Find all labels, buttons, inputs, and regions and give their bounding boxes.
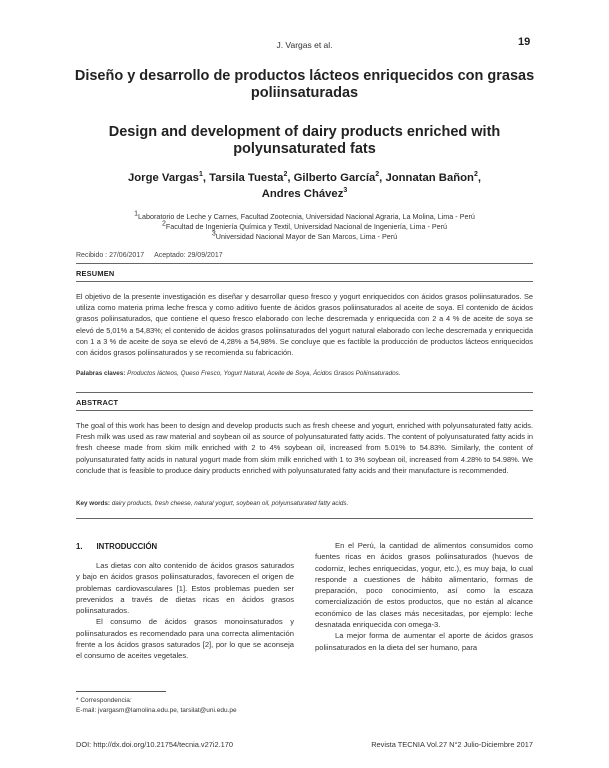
- author-list: [60, 170, 549, 202]
- divider: [76, 392, 533, 393]
- footnote-email[interactable]: E-mail: jvargasm@lamolina.edu.pe, tarsilat@uni.edu.pe: [76, 707, 237, 714]
- body-column-right: [315, 540, 533, 653]
- running-head: J. Vargas et al.: [276, 40, 333, 50]
- section-heading-introduction: [76, 542, 157, 551]
- article-dates: [76, 252, 223, 259]
- title-spanish: Diseño y desarrollo de productos lácteos enriquecidos con grasas poliinsaturadas: [74, 68, 535, 101]
- keywords-text: dairy products, fresh cheese, natural yogurt, soybean oil, polyunsaturated fatty acids.: [111, 500, 349, 507]
- abstract-keywords: [76, 499, 533, 508]
- resumen-text: El objetivo de la presente investigación es diseñar y desarrollar queso fresco y yogurt enriquecidos con ácidos grasos poliinsaturados. Se utiliza como materia prima leche fresca y como aditivo fuente de ácidos grasos poliinsaturados al aceite de soya. El contenido de ácidos grasos poliinsaturados, que contiene el queso fresco elaborado con leche descremada y enriquecida con 2 a 4 % de aceite de soya se elevó de 5,01% a 54,83%; el contenido de ácidos grasos poliinsaturados del yogurt natural elaborado con leche descremada y enriquecida con 1 a 3 % de aceite de soya se elevó de 4,28% a 54,98%. Se concluye que es factible la producción de productos lácteos enriquecidos con ácidos grasos poliinsaturados y se recomienda su fabricación.: [76, 292, 533, 358]
- keywords-label: Key words:: [76, 500, 110, 507]
- footnote-correspondence: * Correspondencia:: [76, 697, 132, 704]
- keywords-text: Productos lácteos, Queso Fresco, Yogurt Natural, Aceite de Soya, Ácidos Grasos Poliinsaturados.: [127, 370, 401, 377]
- author: Jorge Vargas$^1$,: [128, 171, 210, 184]
- author: Jonnatan Bañon$^2$,: [385, 171, 481, 184]
- doi-link[interactable]: DOI: http://dx.doi.org/10.21754/tecnia.v27i2.170: [76, 740, 233, 749]
- author: Andres Chávez$^3$: [261, 187, 348, 200]
- body-paragraph: La mejor forma de aumentar el aporte de ácidos grasos poliinsaturados en la dieta del ser humano, para: [315, 631, 533, 652]
- abstract-text: The goal of this work has been to design and develop products such as fresh cheese and yogurt, enriched with polyunsaturated fatty acids. Fresh milk was used as raw material and soybean oil as source of polyunsaturated fatty acids. The content of polyunsaturated fatty acids in fresh cheese made from skim milk enriched with 2 to 4% soybean oil, increased from 5.01% to 54.83%. Similarly, the content of polyunsaturated fatty acids in natural yogurt made from skim milk enriched with 1 to 3% soybean oil, increased from 4.28% to 54.98%. We conclude that is feasible to produce dairy products enriched with polyunsaturated fatty acids and their manufacture is recommended.: [76, 421, 533, 475]
- abstract-heading: ABSTRACT: [76, 398, 119, 407]
- affiliation: $^2$Facultad de Ingeniería Química y Textil, Universidad Nacional de Ingeniería, Lima - Perú: [161, 220, 448, 231]
- divider: [76, 263, 533, 264]
- section-number: 1.: [76, 542, 83, 551]
- divider: [76, 410, 533, 411]
- resumen-heading: RESUMEN: [76, 269, 115, 278]
- affiliation: $^3$Universidad Nacional Mayor de San Marcos, Lima - Perú: [211, 230, 398, 241]
- affiliations: [40, 212, 569, 242]
- author: Tarsila Tuesta$^2$,: [209, 171, 294, 184]
- author: Gilberto García$^2$,: [293, 171, 386, 184]
- keywords-label: Palabras claves:: [76, 370, 126, 377]
- accepted-date: Aceptado: 29/09/2017: [154, 252, 223, 259]
- resumen-keywords: [76, 369, 533, 378]
- title-english: Design and development of dairy products enriched with polyunsaturated fats: [108, 124, 501, 157]
- body-column-left: [76, 560, 294, 662]
- divider: [76, 281, 533, 282]
- body-paragraph: En el Perú, la cantidad de alimentos consumidos como fuentes ricas en ácidos grasos poliinsaturados (huevos de codorniz, leches enriquecidas, yogur, etc.), es muy baja, lo cual responde a cuestiones de hábito alimentario, formas de preparación, poco conocimiento, así como la escaza comercialización de estos productos, que no están al alcance económico de las clases más necesitadas, por ejemplo: leche desnatada enriquecida con omega-3.: [315, 541, 533, 630]
- footnote-divider: [76, 691, 166, 692]
- body-paragraph: Las dietas con alto contenido de ácidos grasos saturados y bajo en ácidos grasos poliinsaturados, favorecen el origen de problemas cardiovasculares [1]. Estos problemas pueden ser prevenidos a través de dietas ricas en ácidos grasos poliinsaturados.: [76, 561, 294, 616]
- affiliation: $^1$Laboratorio de Leche y Carnes, Facultad Zootecnia, Universidad Nacional Agraria, La Molina, Lima - Perú: [134, 210, 475, 221]
- divider: [76, 518, 533, 519]
- section-title: INTRODUCCIÓN: [96, 542, 158, 551]
- page-number: 19: [518, 36, 531, 48]
- body-paragraph: El consumo de ácidos grasos monoinsaturados y poliinsaturados es recomendado para una correcta alimentación frente a los ácidos grasos saturados [2], por lo que se aconseja el consumo de aceites vegetales.: [76, 617, 294, 661]
- journal-info: Revista TECNIA Vol.27 N°2 Julio-Diciembre 2017: [371, 740, 533, 749]
- received-date: Recibido : 27/06/2017: [76, 252, 145, 259]
